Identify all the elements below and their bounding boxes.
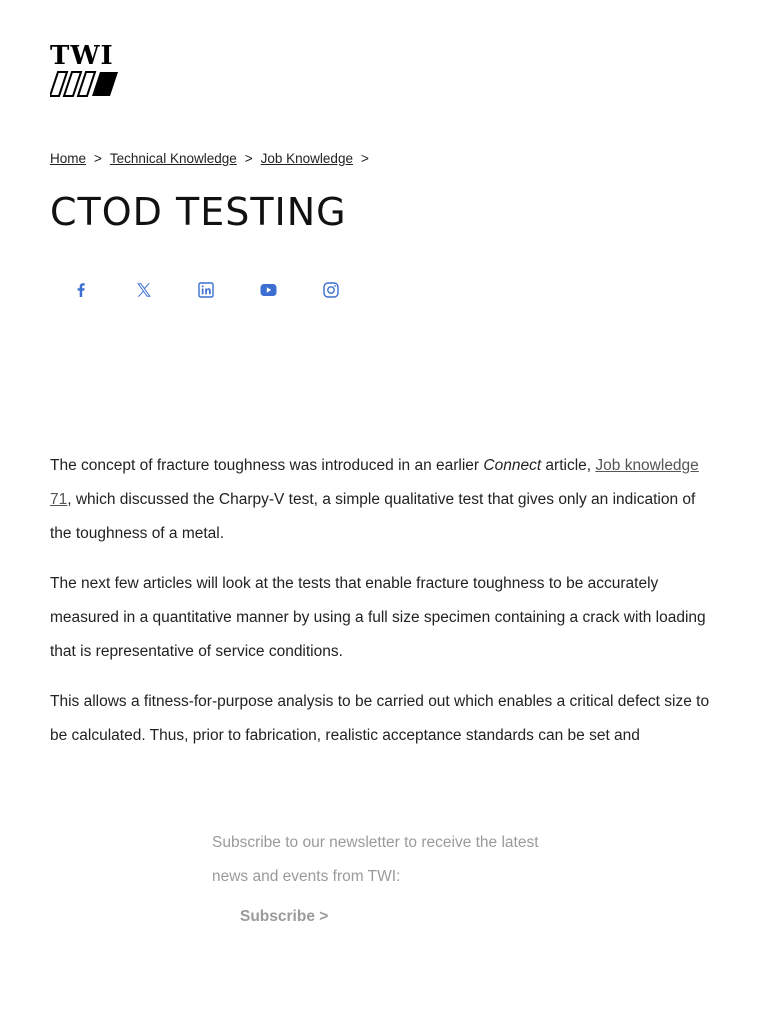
subscribe-button[interactable]: Subscribe > [240, 902, 328, 932]
youtube-share-button[interactable] [238, 276, 301, 304]
connect-emphasis: Connect [483, 457, 542, 474]
facebook-icon [73, 282, 89, 298]
breadcrumb-separator: > [94, 151, 102, 166]
breadcrumb-home[interactable]: Home [50, 151, 87, 166]
facebook-share-button[interactable] [50, 276, 113, 304]
logo-text: TWI [50, 41, 114, 71]
twi-logo[interactable] [50, 41, 120, 102]
logo-stripes-icon [50, 71, 118, 97]
breadcrumb-technical-knowledge[interactable]: Technical Knowledge [109, 151, 237, 166]
article-paragraph: The next few articles will look at the tests that enable fracture toughness to be accurately measured in a quantitative manner by using a full size specimen containing a crack with loading that is representative of service conditions. [50, 575, 706, 660]
instagram-share-button[interactable] [300, 276, 363, 304]
linkedin-icon [198, 282, 214, 298]
x-twitter-icon [136, 282, 152, 298]
youtube-icon [260, 283, 277, 297]
breadcrumb [50, 151, 377, 166]
newsletter-prompt: Subscribe to our newsletter to receive the latest news and events from TWI: [212, 834, 539, 885]
breadcrumb-job-knowledge[interactable]: Job Knowledge [260, 151, 353, 166]
linkedin-share-button[interactable] [175, 276, 238, 304]
article-paragraph: This allows a fitness-for-purpose analysis to be carried out which enables a critical defect size to be calculated. Thus, prior to fabrication, realistic acceptance standards can be set and [50, 693, 710, 744]
instagram-icon [323, 282, 339, 298]
article-body [50, 449, 718, 767]
job-knowledge-71-link[interactable]: Job knowledge 71 [50, 457, 699, 508]
paragraph-text: The concept of fracture toughness was introduced in an earlier [50, 457, 484, 474]
breadcrumb-separator: > [244, 151, 253, 166]
paragraph-text: article, [541, 457, 596, 474]
x-share-button[interactable] [113, 276, 176, 304]
breadcrumb-separator: > [360, 151, 369, 166]
page-title: CTOD TESTING [50, 190, 347, 234]
paragraph-text: , which discussed the Charpy-V test, a simple qualitative test that gives only an indication of the toughness of a metal. [50, 491, 696, 542]
article-paragraph [50, 449, 718, 551]
social-share-bar [50, 276, 363, 304]
